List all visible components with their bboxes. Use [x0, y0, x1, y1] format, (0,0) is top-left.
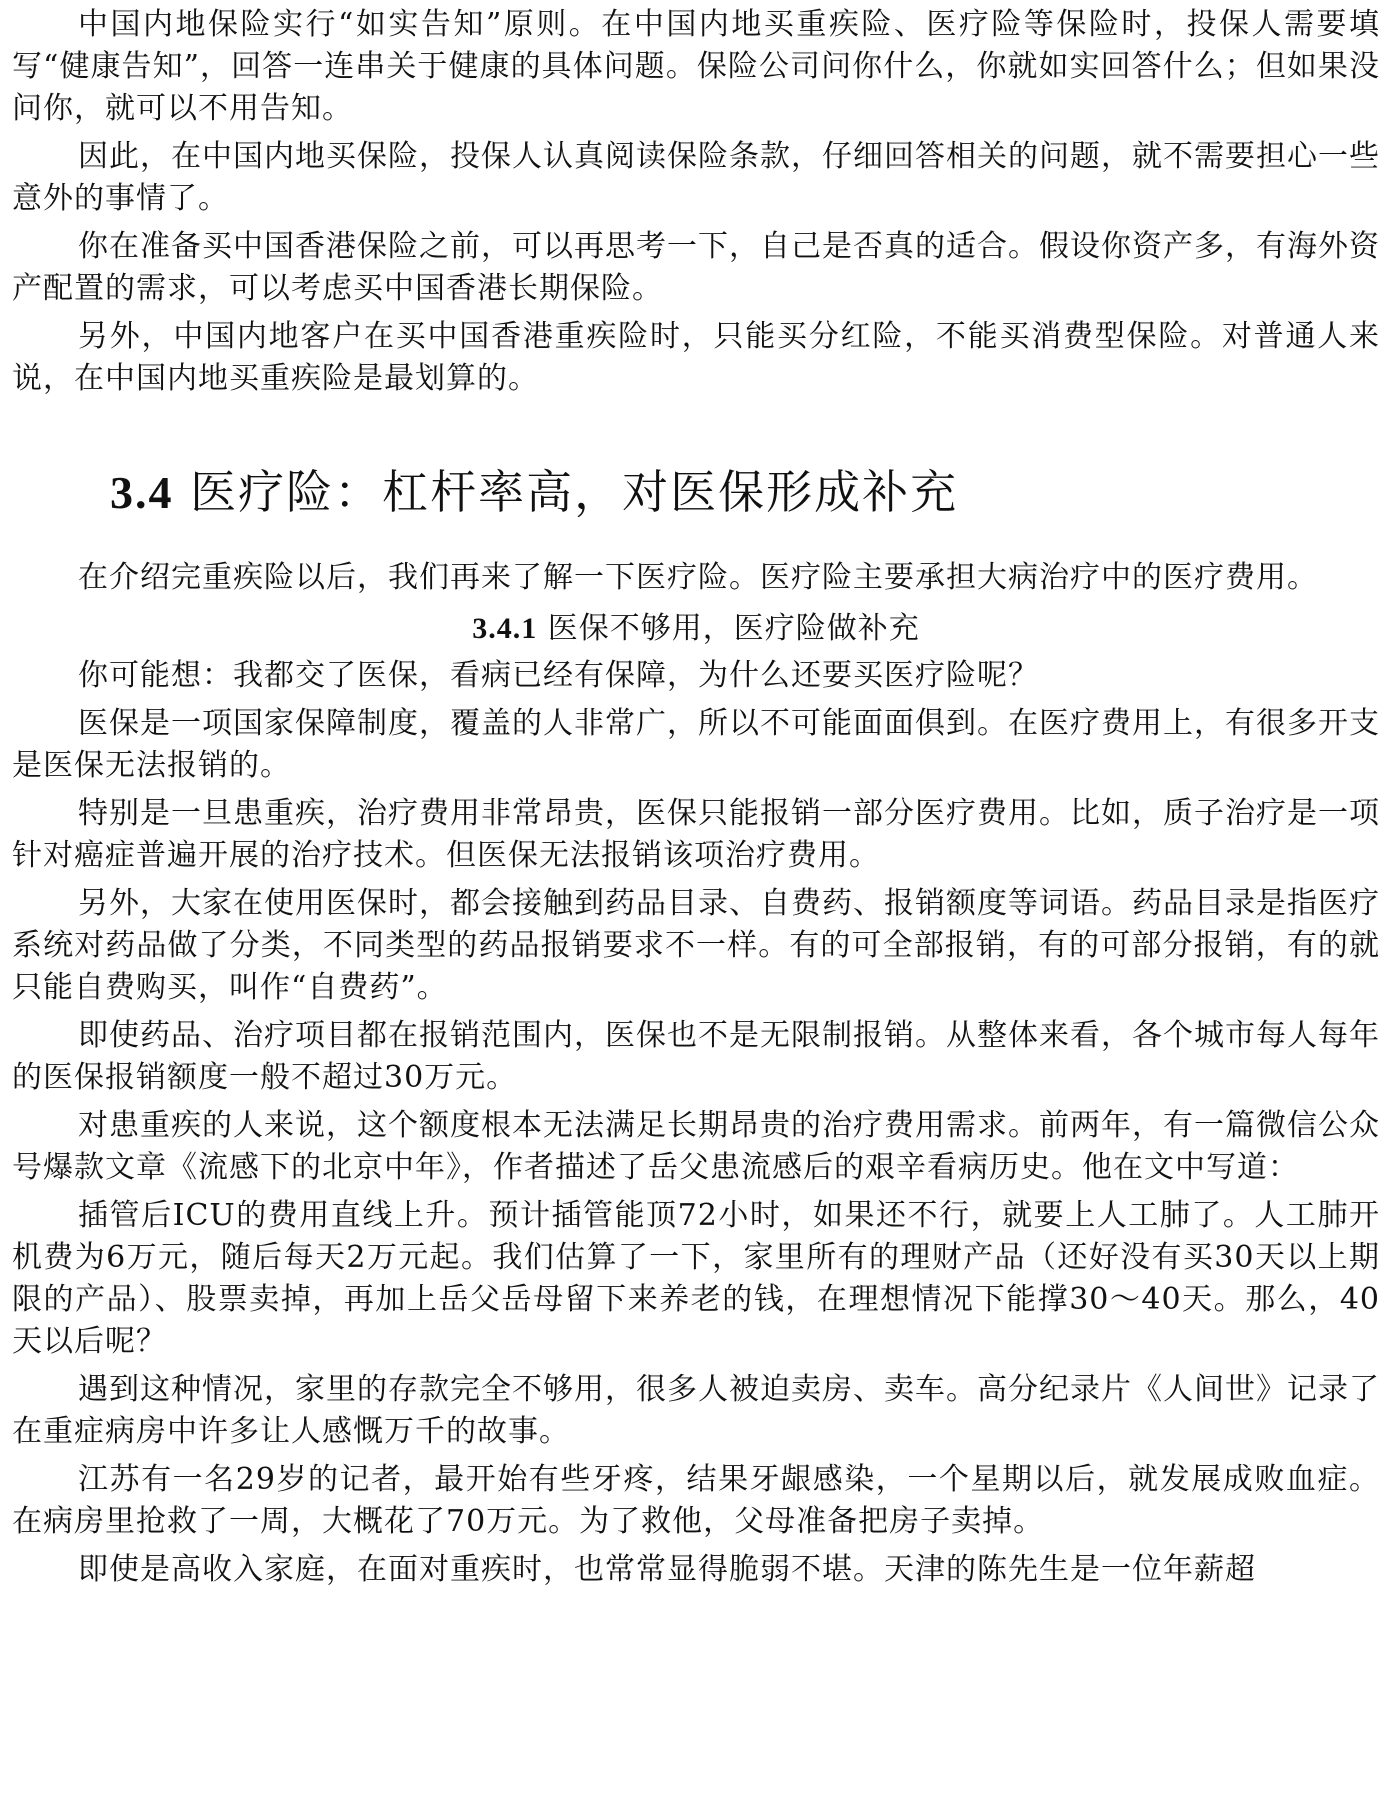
subsection-heading — [12, 609, 1380, 649]
paragraph: 你在准备买中国香港保险之前，可以再思考一下，自己是否真的适合。假设你资产多，有海外资产配置的需求，可以考虑买中国香港长期保险。 — [12, 229, 1380, 306]
paragraph: 医保是一项国家保障制度，覆盖的人非常广，所以不可能面面俱到。在医疗费用上，有很多开支是医保无法报销的。 — [12, 706, 1380, 783]
paragraph: 即使是高收入家庭，在面对重疾时，也常常显得脆弱不堪。天津的陈先生是一位年薪超 — [78, 1552, 1256, 1587]
body-text-block — [12, 655, 1380, 1591]
subsection-number: 3.4.1 — [472, 612, 538, 645]
paragraph: 另外，大家在使用医保时，都会接触到药品目录、自费药、报销额度等词语。药品目录是指医疗系统对药品做了分类，不同类型的药品报销要求不一样。有的可全部报销，有的可部分报销，有的就只能自费购买，叫作“自费药”。 — [12, 886, 1380, 1005]
section-number: 3.4 — [110, 467, 174, 518]
section-title-text: 医疗险：杠杆率高，对医保形成补充 — [190, 465, 959, 519]
section-heading — [110, 462, 1380, 523]
paragraph: 江苏有一名29岁的记者，最开始有些牙疼，结果牙龈感染，一个星期以后，就发展成败血症。在病房里抢救了一周，大概花了70万元。为了救他，父母准备把房子卖掉。 — [12, 1462, 1380, 1539]
quote-paragraph: 插管后ICU的费用直线上升。预计插管能顶72小时，如果还不行，就要上人工肺了。人工肺开机费为6万元，随后每天2万元起。我们估算了一下，家里所有的理财产品（还好没有买30天以上期限的产品）、股票卖掉，再加上岳父岳母留下来养老的钱，在理想情况下能撑30～40天。那么，40天以后呢？ — [12, 1198, 1380, 1359]
paragraph: 遇到这种情况，家里的存款完全不够用，很多人被迫卖房、卖车。高分纪录片《人间世》记录了在重症病房中许多让人感慨万千的故事。 — [12, 1372, 1380, 1449]
paragraph: 即使药品、治疗项目都在报销范围内，医保也不是无限制报销。从整体来看，各个城市每人每年的医保报销额度一般不超过30万元。 — [12, 1018, 1380, 1095]
paragraph: 特别是一旦患重疾，治疗费用非常昂贵，医保只能报销一部分医疗费用。比如，质子治疗是一项针对癌症普遍开展的治疗技术。但医保无法报销该项治疗费用。 — [12, 796, 1380, 873]
subsection-title-text: 医保不够用，医疗险做补充 — [547, 611, 920, 646]
top-text-block — [12, 0, 1380, 400]
document-page — [12, 0, 1380, 1800]
intro-paragraph: 在介绍完重疾险以后，我们再来了解一下医疗险。医疗险主要承担大病治疗中的医疗费用。 — [78, 560, 1318, 595]
paragraph: 中国内地保险实行“如实告知”原则。在中国内地买重疾险、医疗险等保险时，投保人需要填写“健康告知”，回答一连串关于健康的具体问题。保险公司问你什么，你就如实回答什么；但如果没问你，就可以不用告知。 — [12, 7, 1380, 126]
paragraph: 另外，中国内地客户在买中国香港重疾险时，只能买分红险，不能买消费型保险。对普通人来说，在中国内地买重疾险是最划算的。 — [12, 319, 1380, 396]
paragraph: 你可能想：我都交了医保，看病已经有保障，为什么还要买医疗险呢？ — [78, 658, 1039, 693]
paragraph: 对患重疾的人来说，这个额度根本无法满足长期昂贵的治疗费用需求。前两年，有一篇微信公众号爆款文章《流感下的北京中年》，作者描述了岳父患流感后的艰辛看病历史。他在文中写道： — [12, 1108, 1380, 1185]
paragraph: 因此，在中国内地买保险，投保人认真阅读保险条款，仔细回答相关的问题，就不需要担心一些意外的事情了。 — [12, 139, 1380, 216]
